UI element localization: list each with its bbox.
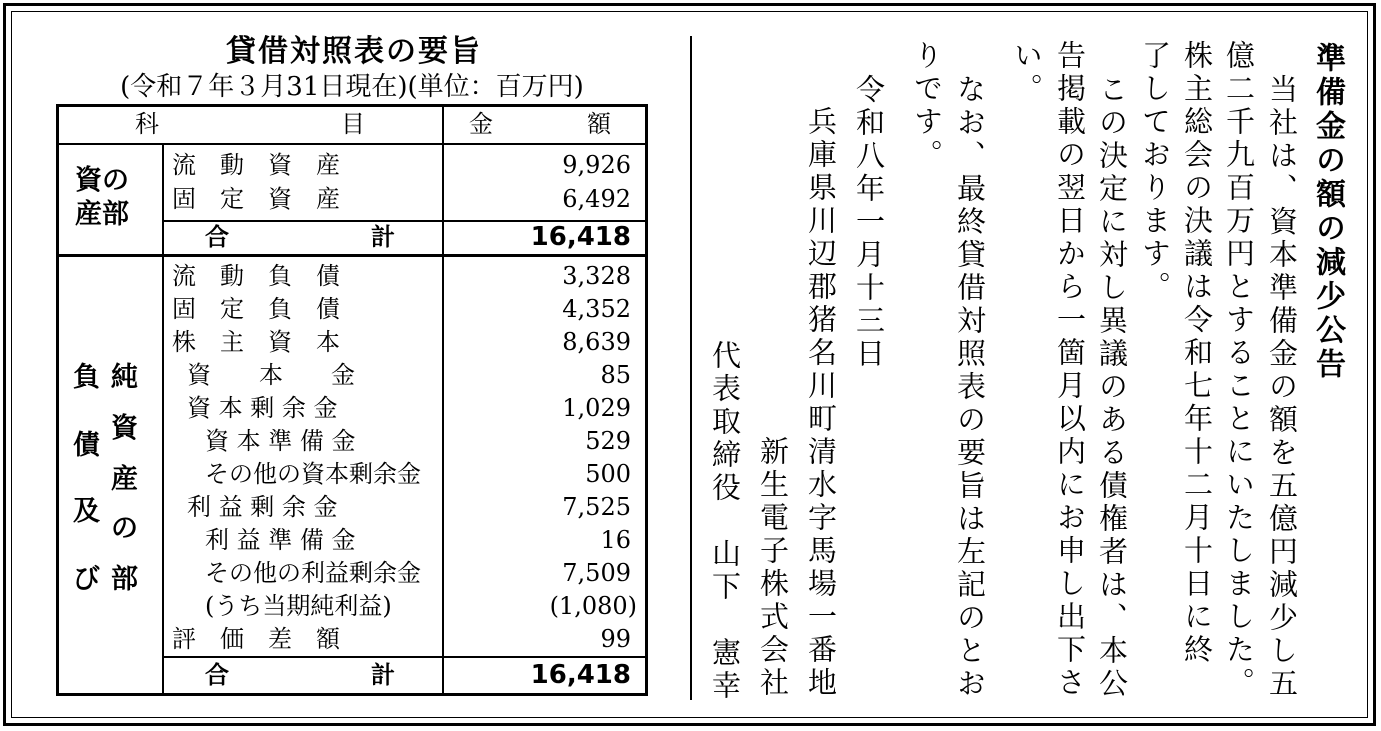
liability-row-value: 500 [585,460,631,488]
assets-group-label-1: 資の [75,165,129,196]
notice-body-line: 当社は、資本準備金の額を五億円減少し五 [1265,74,1299,701]
company-name: 新生電子株式会社 [756,436,790,700]
liabilities-group-char: び [73,564,100,595]
notice-body-line: りです。 [910,40,944,172]
liability-row-label: 利 益 剰 余 金 [187,493,338,521]
liability-row-value: 7,509 [562,559,631,587]
liabilities-total-value: 16,418 [530,660,631,690]
header-amount-2: 額 [587,110,611,138]
header-item-2: 目 [341,110,365,138]
liabilities-total-label-1: 合 [205,661,229,689]
liability-row-label: 利 益 準 備 金 [205,526,356,554]
assets-total-value: 16,418 [530,222,631,252]
notice-body-line: い。 [1010,40,1044,106]
liability-row-label: 資 本 準 備 金 [205,427,356,455]
liabilities-total-line [162,656,645,658]
net-assets-group-char: 部 [111,564,138,595]
asset-row-label: 流 動 資 産 [172,151,340,179]
assets-total-label-2: 計 [371,223,395,251]
liability-row-value: 99 [600,625,631,653]
assets-divider [59,254,645,257]
liability-row-value: (1,080) [549,592,637,620]
liabilities-group-char: 及 [73,496,100,527]
assets-total-label-1: 合 [205,223,229,251]
liability-row-label: 流 動 負 債 [172,262,340,290]
header-divider [59,143,645,145]
liability-row-label: 資 本 金 [187,361,355,389]
liabilities-group-char: 負 [73,362,100,393]
liability-row-value: 3,328 [562,262,631,290]
header-item-1: 科 [135,110,159,138]
liability-row-label: その他の利益剰余金 [205,559,421,587]
liability-row-value: 7,525 [562,493,631,521]
balance-sheet-table [56,104,648,696]
liability-row-value: 16 [600,526,631,554]
balance-sheet-title: 貸借対照表の要旨 [226,34,482,69]
liabilities-group-char: 債 [73,430,100,461]
liability-row-label: その他の資本剰余金 [205,460,421,488]
notice-body-line: 告掲載の翌日から一箇月以内にお申し出下さ [1053,40,1087,700]
liability-row-value: 529 [585,427,631,455]
liability-row-value: 4,352 [562,295,631,323]
liabilities-total-label-2: 計 [371,661,395,689]
group-col-line [162,143,164,693]
net-assets-group-char: 産 [111,464,138,495]
notice-body-line: なお、最終貸借対照表の要旨は左記のとお [953,74,987,701]
asset-row-value: 6,492 [562,185,631,213]
column-divider [690,36,692,700]
liability-row-value: 1,029 [562,394,631,422]
asset-row-value: 9,926 [562,151,631,179]
liability-row-value: 8,639 [562,328,631,356]
liability-row-label: 評 価 差 額 [172,625,340,653]
net-assets-group-char: 資 [111,413,138,444]
liability-row-label: 固 定 負 債 [172,295,340,323]
net-assets-group-char: の [111,513,138,544]
amount-col-line [442,107,444,693]
representative: 代表取締役 山下 憲幸 [708,340,742,703]
company-address: 兵庫県川辺郡猪名川町清水字馬場一番地 [804,106,838,700]
notice-body-line: 億二千九百万円とすることにいたしました。 [1222,40,1256,700]
notice-date: 令和八年一月十三日 [852,74,886,371]
liability-row-value: 85 [600,361,631,389]
liability-row-label: 株 主 資 本 [172,328,340,356]
assets-group-label-2: 産部 [75,199,129,230]
notice-title: 準備金の額の減少公告 [1310,42,1345,382]
notice-body-line: この決定に対し異議のある債権者は、本公 [1095,74,1129,701]
liability-row-label: 資 本 剰 余 金 [187,394,338,422]
net-assets-group-char: 純 [111,362,138,393]
header-amount-1: 金 [469,110,493,138]
balance-sheet-subtitle: (令和７年３月31日現在)(単位：百万円) [120,72,584,102]
asset-row-label: 固 定 資 産 [172,185,340,213]
notice-body-line: 了しております。 [1138,40,1172,304]
liability-row-label: (うち当期純利益) [205,592,392,620]
notice-body-line: 株主総会の決議は令和七年十二月十日に終 [1180,40,1214,667]
